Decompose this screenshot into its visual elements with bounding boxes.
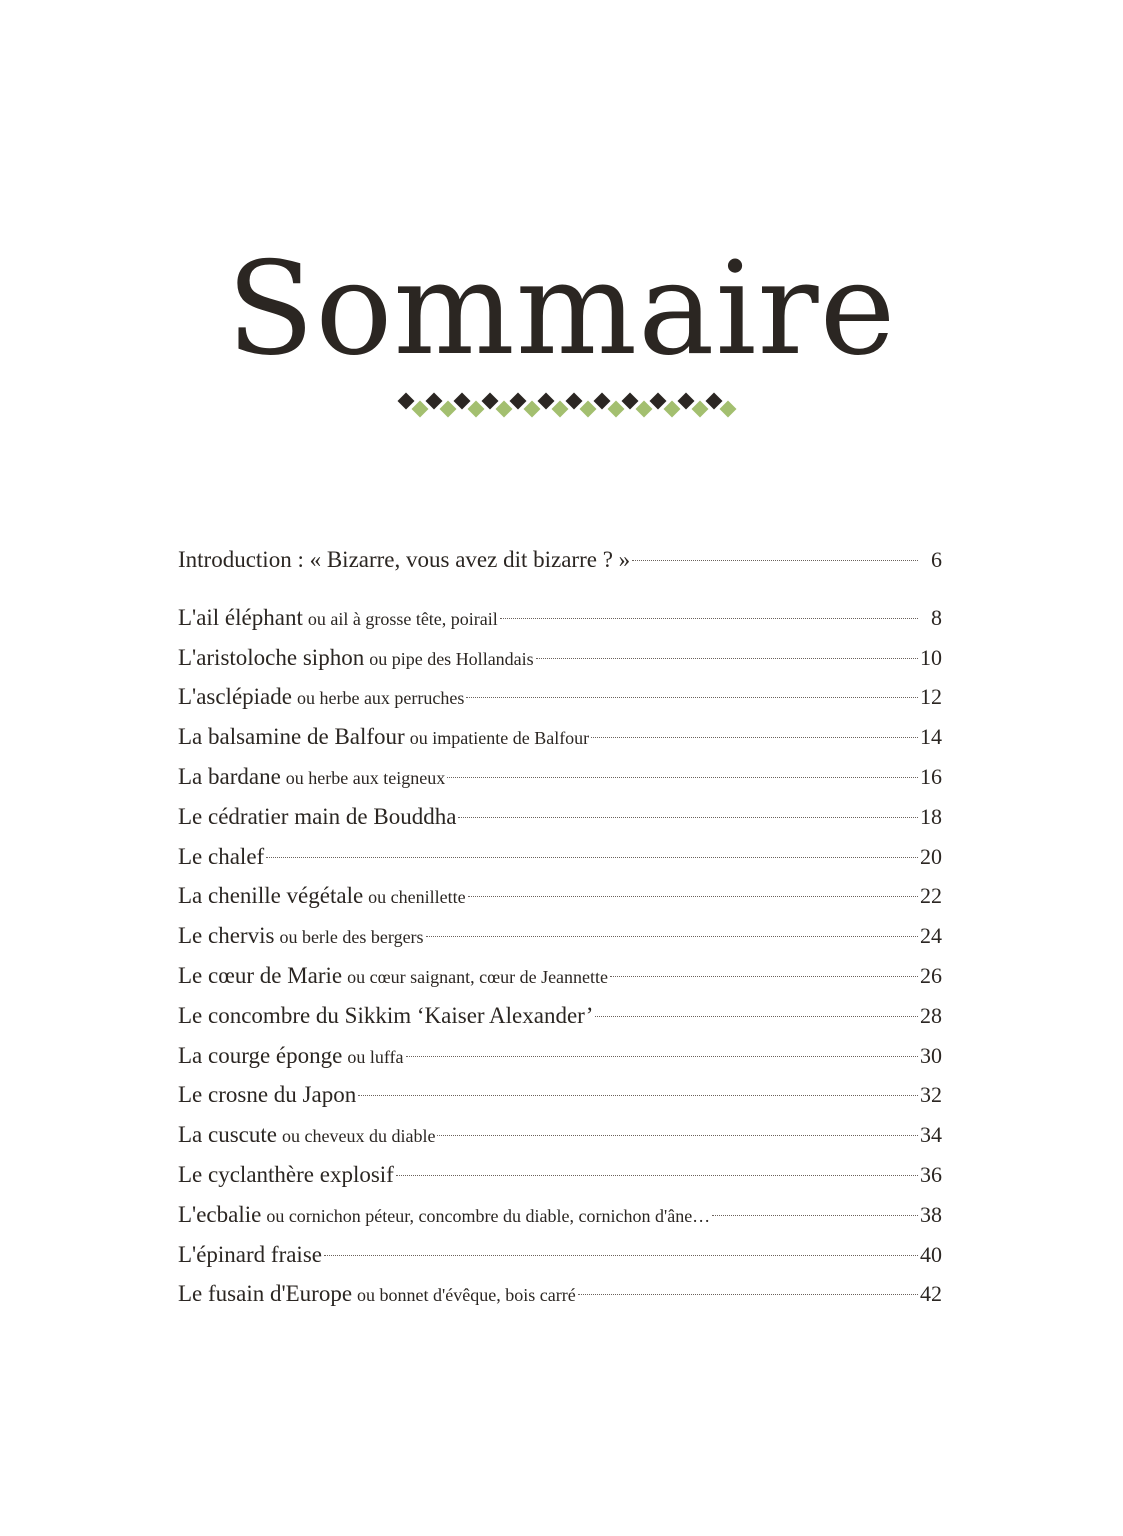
green-diamond-icon — [496, 401, 513, 418]
toc-entry-title: L'aristoloche siphon — [178, 644, 365, 670]
toc-entry-subtitle: ou herbe aux teigneux — [285, 767, 446, 788]
toc-entry[interactable] — [178, 757, 942, 797]
toc-entry-title: Introduction : « Bizarre, vous avez dit bizarre ? » — [178, 547, 631, 572]
toc-page-number: 18 — [920, 803, 942, 829]
toc-entry-subtitle: ou pipe des Hollandais — [369, 648, 534, 669]
toc-page-number: 28 — [920, 1002, 942, 1028]
dot-leader — [595, 1016, 918, 1017]
toc-entry-title: Le cœur de Marie — [178, 962, 343, 988]
toc-entry-subtitle: ou impatiente de Balfour — [409, 728, 590, 749]
toc-page-number: 12 — [920, 684, 942, 710]
toc-entry-title: L'épinard fraise — [178, 1241, 322, 1267]
dark-diamond-icon — [622, 393, 639, 410]
toc-entry-title: Le chalef — [178, 843, 265, 869]
toc-page-number: 14 — [920, 724, 942, 750]
toc-entry[interactable] — [178, 916, 942, 956]
toc-page-number: 30 — [920, 1042, 942, 1068]
dot-leader — [610, 976, 918, 977]
dark-diamond-icon — [566, 393, 583, 410]
green-diamond-icon — [692, 401, 709, 418]
toc-entry[interactable] — [178, 1155, 942, 1195]
toc-page-number: 24 — [920, 923, 942, 949]
toc-entry-subtitle: ou bonnet d'évêque, bois carré — [357, 1285, 576, 1306]
toc-page-number: 6 — [931, 547, 942, 572]
dark-diamond-icon — [594, 393, 611, 410]
toc-page-number: 26 — [920, 962, 942, 988]
dark-diamond-icon — [398, 393, 415, 410]
dot-leader — [437, 1135, 918, 1136]
dot-leader — [466, 697, 918, 698]
toc-entry-title: La bardane — [178, 763, 281, 789]
toc-page-number: 10 — [920, 644, 942, 670]
toc-page-number: 20 — [920, 843, 942, 869]
toc-entry[interactable] — [178, 1115, 942, 1155]
diamond-ornament — [396, 390, 746, 420]
dot-leader — [578, 1294, 918, 1295]
toc-page-number: 40 — [920, 1241, 942, 1267]
toc-entry[interactable] — [178, 638, 942, 678]
toc-entry-title: Le crosne du Japon — [178, 1082, 357, 1108]
toc-entry[interactable] — [178, 956, 942, 996]
green-diamond-icon — [440, 401, 457, 418]
toc-entry[interactable] — [178, 797, 942, 837]
dot-leader — [406, 1056, 919, 1057]
toc-entry[interactable] — [178, 677, 942, 717]
toc-page-number: 34 — [920, 1122, 942, 1148]
table-of-contents — [178, 540, 942, 1314]
page-title: Sommaire — [226, 235, 897, 384]
toc-entry[interactable] — [178, 598, 942, 638]
dark-diamond-icon — [426, 393, 443, 410]
dot-leader — [458, 817, 918, 818]
toc-page-number: 38 — [920, 1201, 942, 1227]
dot-leader — [266, 857, 918, 858]
toc-entry-title: Le cyclanthère explosif — [178, 1161, 394, 1187]
dark-diamond-icon — [454, 393, 471, 410]
green-diamond-icon — [580, 401, 597, 418]
toc-entry-subtitle: ou cœur saignant, cœur de Jeannette — [347, 966, 609, 987]
toc-entry-subtitle: ou berle des bergers — [279, 927, 424, 948]
toc-entry-subtitle: ou ail à grosse tête, poirail — [307, 608, 498, 629]
toc-page-number: 8 — [931, 604, 942, 630]
green-diamond-icon — [412, 401, 429, 418]
toc-entry[interactable] — [178, 1274, 942, 1314]
toc-entry[interactable] — [178, 1235, 942, 1275]
green-diamond-icon — [524, 401, 541, 418]
green-diamond-icon — [636, 401, 653, 418]
toc-entry[interactable] — [178, 717, 942, 757]
toc-entry-title: Le cédratier main de Bouddha — [178, 803, 457, 829]
toc-entry[interactable] — [178, 1195, 942, 1235]
toc-entry-title: Le chervis — [178, 923, 275, 949]
toc-entry-title: Le fusain d'Europe — [178, 1281, 353, 1307]
dark-diamond-icon — [706, 393, 723, 410]
toc-entry-title: L'ecbalie — [178, 1201, 262, 1227]
toc-entry-title: L'asclépiade — [178, 684, 292, 710]
toc-entry-title: La cuscute — [178, 1122, 277, 1148]
dark-diamond-icon — [650, 393, 667, 410]
toc-entry-subtitle: ou chenillette — [368, 887, 466, 908]
dot-leader — [591, 737, 918, 738]
dot-leader — [396, 1175, 918, 1176]
toc-page-number: 42 — [920, 1281, 942, 1307]
toc-entry-subtitle: ou herbe aux perruches — [296, 688, 465, 709]
toc-entry-title: La balsamine de Balfour — [178, 724, 405, 750]
toc-entry-subtitle: ou cheveux du diable — [281, 1126, 436, 1147]
dot-leader — [468, 896, 918, 897]
toc-entry-title: La chenille végétale — [178, 883, 364, 909]
toc-page-number: 16 — [920, 763, 942, 789]
dark-diamond-icon — [678, 393, 695, 410]
green-diamond-icon — [608, 401, 625, 418]
toc-entry-title: La courge éponge — [178, 1042, 343, 1068]
toc-entry-subtitle: ou luffa — [347, 1046, 404, 1067]
toc-page-number: 36 — [920, 1161, 942, 1187]
dot-leader — [712, 1215, 918, 1216]
toc-page-number: 22 — [920, 883, 942, 909]
dot-leader — [632, 560, 918, 561]
toc-entry[interactable] — [178, 837, 942, 877]
toc-entry-intro[interactable] — [178, 540, 942, 580]
dark-diamond-icon — [510, 393, 527, 410]
dot-leader — [447, 777, 918, 778]
green-diamond-icon — [664, 401, 681, 418]
toc-entry[interactable] — [178, 876, 942, 916]
dot-leader — [324, 1255, 918, 1256]
green-diamond-icon — [552, 401, 569, 418]
dot-leader — [358, 1095, 918, 1096]
toc-page-number: 32 — [920, 1082, 942, 1108]
toc-entry[interactable] — [178, 1036, 942, 1076]
toc-entry-subtitle: ou cornichon péteur, concombre du diable, cornichon d'âne… — [266, 1205, 711, 1226]
dark-diamond-icon — [538, 393, 555, 410]
dot-leader — [426, 936, 918, 937]
dot-leader — [500, 618, 918, 619]
toc-entry-title: L'ail éléphant — [178, 604, 303, 630]
green-diamond-icon — [720, 401, 737, 418]
toc-entry[interactable] — [178, 996, 942, 1036]
toc-entry[interactable] — [178, 1075, 942, 1115]
green-diamond-icon — [468, 401, 485, 418]
dark-diamond-icon — [482, 393, 499, 410]
dot-leader — [536, 658, 918, 659]
toc-entry-title: Le concombre du Sikkim ‘Kaiser Alexander’ — [178, 1002, 594, 1028]
